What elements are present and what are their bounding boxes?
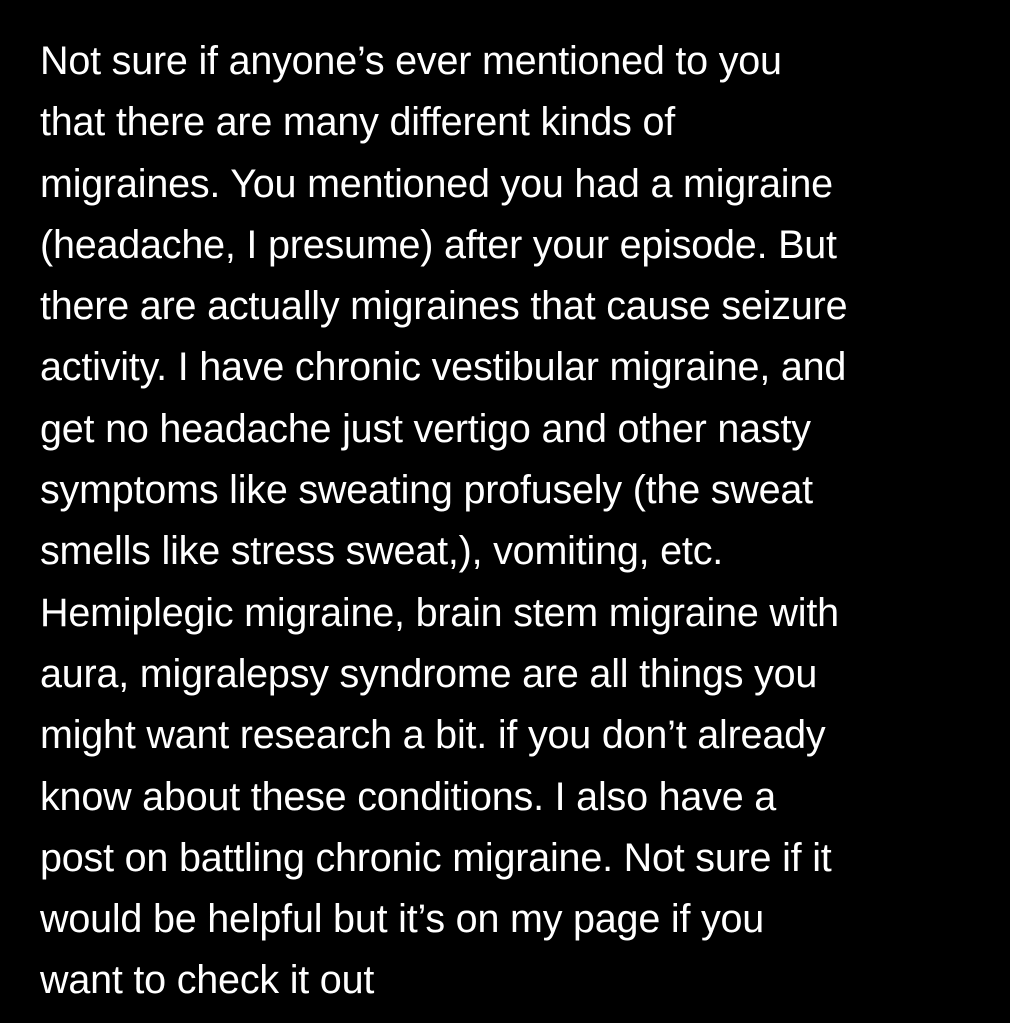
comment-line: know about these conditions. I also have a — [40, 774, 777, 819]
comment-line: get no headache just vertigo and other nasty — [40, 406, 811, 451]
comment-line: that there are many different kinds of — [40, 100, 676, 145]
comment-line: activity. I have chronic vestibular migraine, and — [40, 345, 847, 390]
comment-line: migraines. You mentioned you had a migraine — [40, 161, 833, 206]
comment-line: symptoms like sweating profusely (the sweat — [40, 468, 813, 513]
comment-line: smells like stress sweat,), vomiting, etc. — [40, 529, 724, 574]
comment-line: (headache, I presume) after your episode. But — [40, 222, 837, 267]
comment-line: would be helpful but it’s on my page if you — [40, 897, 765, 942]
comment-text-block — [40, 31, 1000, 1012]
comment-line: Not sure if anyone’s ever mentioned to you — [40, 39, 782, 83]
comment-line: might want research a bit. if you don’t already — [40, 713, 826, 758]
comment-line: there are actually migraines that cause seizure — [40, 284, 848, 329]
comment-line: Hemiplegic migraine, brain stem migraine with — [40, 590, 839, 635]
comment-line: aura, migralepsy syndrome are all things you — [40, 651, 818, 696]
comment-line: post on battling chronic migraine. Not sure if it — [40, 835, 832, 880]
comment-line: want to check it out — [40, 958, 375, 1003]
